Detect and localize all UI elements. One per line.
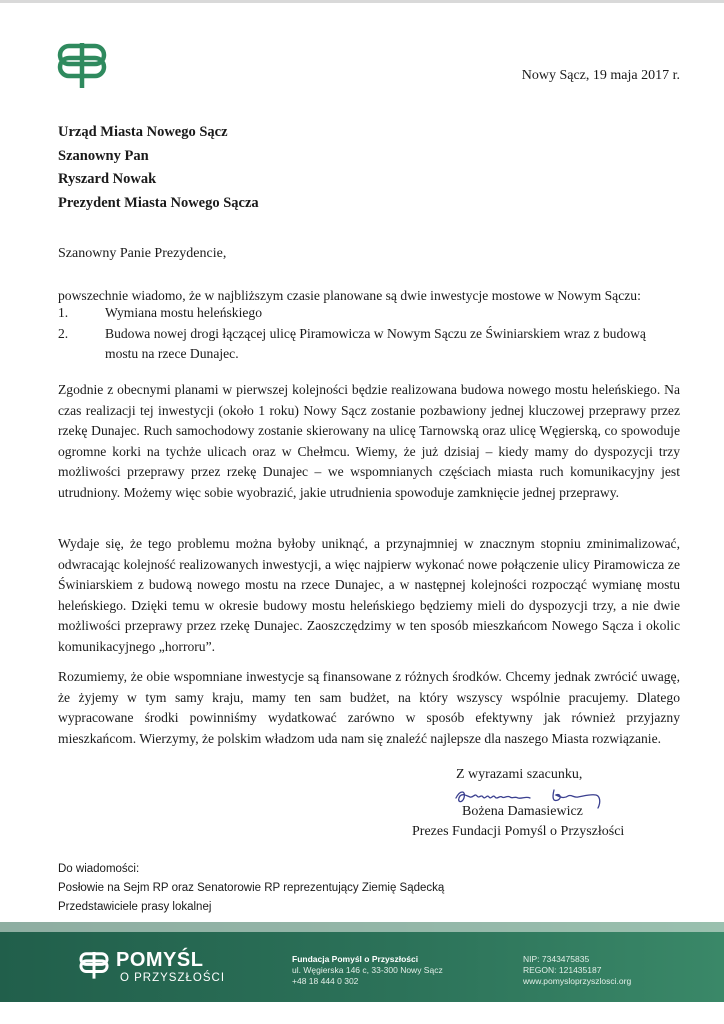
footer-phone: +48 18 444 0 302 (292, 976, 359, 986)
cc-line: Posłowie na Sejm RP oraz Senatorowie RP reprezentujący Ziemię Sądecką (58, 882, 445, 894)
signer-title: Prezes Fundacji Pomyśl o Przyszłości (412, 824, 625, 839)
foundation-logo-icon (55, 40, 109, 90)
addressee-line: Urząd Miasta Nowego Sącz (58, 124, 228, 140)
intro-paragraph: powszechnie wiadomo, że w najbliższym czasie planowane są dwie inwestycje mostowe w Nowym Sączu: (58, 288, 641, 303)
body-paragraph-2: Wydaje się, że tego problemu można byłoby uniknąć, a przynajmniej w znacznym stopniu zminimalizować, odwracając kolejność realizowanych inwestycji, a więc najpierw wykonać nowe połączenie ulicy Piramowicza ze Świniarskiem z budową nowego mostu na rzece Dunajec, a w następnej kolejności rozpocząć wymianę mostu heleńskiego. Dzięki temu w okresie budowy mostu heleńskiego będziemy mieli do dyspozycji trzy, a nie dwie możliwości przeprawy przez rzekę Dunajec. Zaoszczędzimy w ten sposób mieszkańcom Nowego Sącza i okolic komunikacyjnego „horroru”. (58, 536, 680, 654)
letterhead-footer (0, 922, 724, 1002)
top-rule (0, 0, 724, 3)
addressee-block (58, 121, 259, 215)
footer-brand (116, 949, 225, 985)
list-item-number: 1. (58, 305, 69, 320)
letter-date: Nowy Sącz, 19 maja 2017 r. (521, 68, 680, 83)
footer-logo-icon (78, 950, 110, 980)
signer-name: Bożena Damasiewicz (462, 804, 583, 819)
list-item-number: 2. (58, 325, 69, 341)
list-item (58, 303, 680, 324)
footer-regon: REGON: 121435187 (523, 965, 602, 975)
salutation: Szanowny Panie Prezydencie, (58, 246, 227, 261)
footer-contact (292, 954, 443, 987)
closing-regards: Z wyrazami szacunku, (456, 767, 583, 782)
footer-registry (523, 954, 631, 987)
cc-line: Przedstawiciele prasy lokalnej (58, 901, 212, 913)
body-paragraph-1: Zgodnie z obecnymi planami w pierwszej kolejności będzie realizowana budowa nowego mostu heleńskiego. Na czas realizacji tej inwestycji (około 1 roku) Nowy Sącz zostanie pozbawiony jednej kluczowej przeprawy przez rzekę Dunajec. Ruch samochodowy zostanie skierowany na ulicę Tarnowską oraz ulicę Węgierską, co spowoduje ogromne korki na tychże ulicach oraz w Chełmcu. Wiemy, że już dzisiaj – kiedy mamy do dyspozycji trzy możliwości przeprawy przez rzekę Dunajec – we wspomnianych częściach miasta ruch komunikacyjny jest utrudniony. Możemy więc sobie wyobrazić, jakie utrudnienia spowoduje zamknięcie jednej przeprawy. (58, 382, 680, 500)
list-item-text: Wymiana mostu heleńskiego (105, 305, 262, 320)
footer-website-link[interactable]: www.pomysloprzyszlosci.org (523, 976, 632, 986)
footer-org-name: Fundacja Pomyśl o Przyszłości (292, 954, 419, 964)
footer-stripe (0, 922, 724, 932)
cc-heading: Do wiadomości: (58, 863, 140, 875)
list-item-text: Budowa nowej drogi łączącej ulicę Piramowicza w Nowym Sączu ze Świniarskiem wraz z budową mostu na rzece Dunajec. (105, 325, 646, 362)
investment-list (58, 303, 680, 365)
list-item (58, 324, 680, 365)
addressee-line: Szanowny Pan (58, 147, 149, 164)
brand-name: POMYŚL (116, 949, 204, 971)
footer-address: ul. Węgierska 146 c, 33-300 Nowy Sącz (292, 965, 443, 975)
footer-nip: NIP: 7343475835 (523, 954, 590, 964)
cc-block (58, 860, 444, 917)
brand-subtitle: O PRZYSZŁOŚCI (120, 972, 226, 984)
addressee-line: Ryszard Nowak (58, 171, 157, 187)
addressee-line: Prezydent Miasta Nowego Sącza (58, 194, 259, 211)
body-paragraph-3: Rozumiemy, że obie wspomniane inwestycje są finansowane z różnych środków. Chcemy jednak zwrócić uwagę, że żyjemy w tym samy kraju, mamy ten sam budżet, na który wszyscy wspólnie pracujemy. Dlatego wypracowane środki powinniśmy wydatkować zarówno w sposób efektywny jak również przyjazny mieszkańcom. Wierzymy, że polskim władzom uda nam się znaleźć najlepsze dla naszego Miasta rozwiązanie. (58, 669, 680, 746)
